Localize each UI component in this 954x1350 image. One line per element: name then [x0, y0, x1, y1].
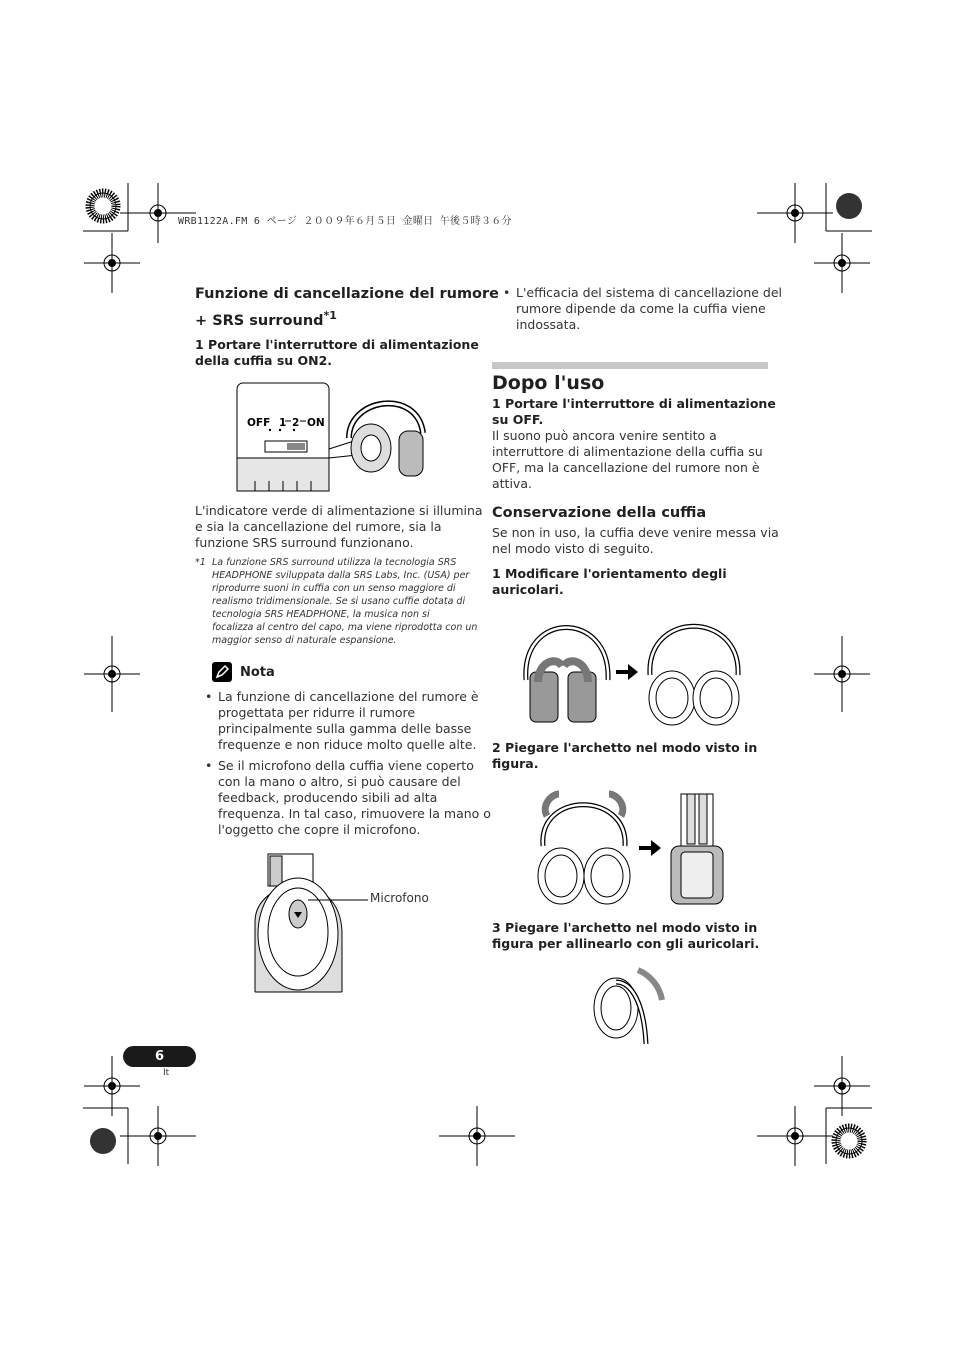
- footnote-marker: *1: [195, 557, 206, 568]
- page-number-badge: [123, 1046, 196, 1067]
- switch-label-two: 2: [292, 417, 300, 429]
- power-indicator-paragraph: L'indicatore verde di alimentazione si illumina e sia la cancellazione del rumore, sia la funzione SRS surround funzionano.: [195, 503, 483, 550]
- microphone-label: Microfono: [370, 891, 429, 905]
- note-bullet-1: • La funzione di cancellazione del rumore è progettata per ridurre il rumore principalmente sulla gamma delle basse frequenze e non riduce molto quelle alte.: [205, 689, 479, 752]
- switch-label-one: 1: [279, 417, 287, 429]
- efficacy-bullet: • L'efficacia del sistema di cancellazione del rumore dipende da come la cuffia viene indossata.: [503, 285, 783, 332]
- fold-headband-illustration: [533, 786, 753, 908]
- conservazione-title: Conservazione della cuffia: [492, 505, 707, 521]
- rotate-earcups-illustration: [516, 610, 746, 730]
- power-switch-illustration: [237, 383, 437, 493]
- page-number: 6: [154, 1049, 165, 1064]
- cons-step-1: 1 Modificare l'orientamento degli auricolari.: [492, 566, 727, 597]
- switch-label-on: ON: [307, 417, 325, 429]
- cons-step-3: 3 Piegare l'archetto nel modo visto in figura per allinearlo con gli auricolari.: [492, 920, 760, 951]
- step-1-on2: 1 Portare l'interruttore di alimentazione della cuffia su ON2.: [195, 337, 479, 368]
- align-headband-illustration: [592, 964, 672, 1050]
- dopo-title: Dopo l'uso: [492, 372, 605, 394]
- section-title: Funzione di cancellazione del rumore + SRS surround$^{*1}$: [195, 286, 499, 329]
- section-divider-bar: [492, 362, 768, 369]
- note-label: Nota: [240, 665, 275, 680]
- print-header: WRB1122A.FM 6 ページ ２００９年６月５日 金曜日 午後５時３６分: [178, 216, 512, 227]
- note-pencil-icon: [212, 662, 232, 682]
- dopo-step-1: 1 Portare l'interruttore di alimentazione su OFF.: [492, 396, 776, 427]
- cons-step-2: 2 Piegare l'archetto nel modo visto in figura.: [492, 740, 758, 771]
- conservazione-body: Se non in uso, la cuffia deve venire messa via nel modo visto di seguito.: [492, 525, 779, 556]
- note-bullet-2: • Se il microfono della cuffia viene coperto con la mano o altro, si può causare del feedback, producendo sibili ad alta frequenza. In tal caso, rimuovere la mano o l'oggetto che copre il microfono.: [205, 758, 491, 837]
- switch-label-off: OFF: [247, 417, 271, 429]
- language-code: It: [163, 1068, 170, 1078]
- footnote: La funzione SRS surround utilizza la tecnologia SRS HEADPHONE sviluppata dalla SRS Labs, Inc. (USA) per riprodurre suoni in cuffia con un senso maggiore di realismo tridimensionale. Se si usano cuffie dotata di tecnologia SRS HEADPHONE, la musica non si focalizza al centro del capo, ma viene riprodotta con un maggior senso di naturale espansione.: [212, 557, 478, 646]
- microphone-illustration: [250, 852, 450, 994]
- dopo-body: Il suono può ancora venire sentito a interruttore di alimentazione della cuffia su OFF, ma la cancellazione del rumore non è attiva.: [492, 428, 763, 491]
